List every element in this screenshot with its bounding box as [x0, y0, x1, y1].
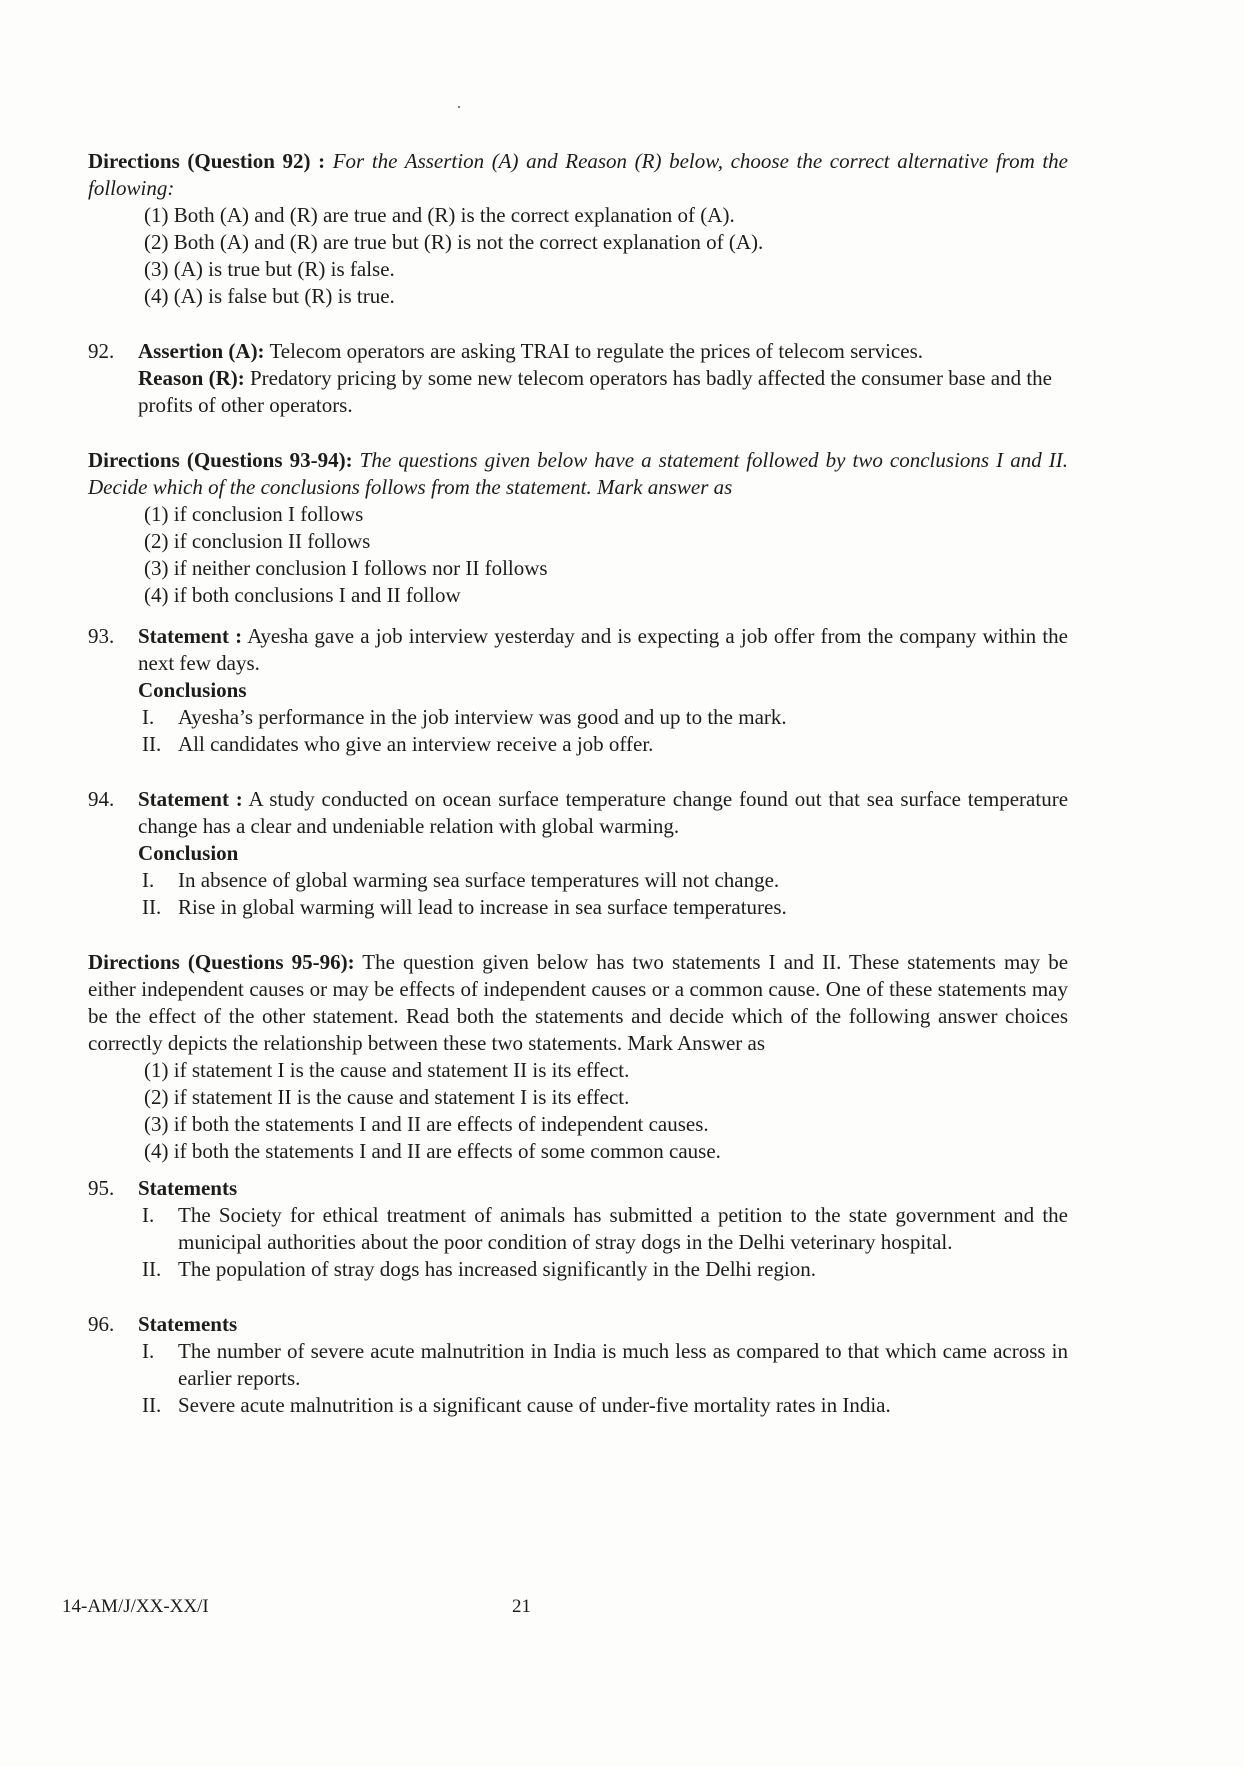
item-text: The number of severe acute malnutrition in India is much less as compared to that which came across in earlier reports.: [178, 1339, 1068, 1390]
directions-heading: Directions (Questions 95-96):: [88, 950, 355, 974]
directions-q92: [88, 148, 1068, 310]
directions-text: For the Assertion (A) and Reason (R) below, choose the correct alternative from the following:: [88, 149, 1069, 200]
question-94: [88, 786, 1068, 921]
question-number: 94.: [88, 787, 115, 811]
item-text: In absence of global warming sea surface temperatures will not change.: [178, 868, 780, 892]
option-2: (2) if statement II is the cause and statement I is its effect.: [144, 1085, 630, 1109]
option-3: (3) (A) is true but (R) is false.: [144, 257, 395, 281]
item-number: II.: [142, 1257, 162, 1281]
option-1: (1) Both (A) and (R) are true and (R) is the correct explanation of (A).: [144, 203, 735, 227]
statements-label: Statements: [138, 1312, 238, 1336]
option-3: (3) if neither conclusion I follows nor II follows: [144, 556, 548, 580]
item-text: All candidates who give an interview receive a job offer.: [178, 732, 654, 756]
scan-speck: [458, 106, 460, 108]
statement-item: [142, 1392, 1068, 1419]
item-number: I.: [142, 705, 155, 729]
conclusion-item: [142, 867, 1068, 894]
page-number: 21: [512, 1596, 531, 1617]
question-number: 92.: [88, 339, 115, 363]
item-number: II.: [142, 895, 162, 919]
option-4: (4) if both conclusions I and II follow: [144, 583, 461, 607]
assertion-text: Telecom operators are asking TRAI to regulate the prices of telecom services.: [269, 339, 923, 363]
question-number: 95.: [88, 1176, 115, 1200]
item-text: The Society for ethical treatment of animals has submitted a petition to the state government and the municipal authorities about the poor condition of stray dogs in the Delhi veterinary hospital.: [178, 1203, 1068, 1254]
option-3: (3) if both the statements I and II are effects of independent causes.: [144, 1112, 709, 1136]
item-text: Severe acute malnutrition is a significant cause of under-five mortality rates in India.: [178, 1393, 891, 1417]
conclusion-item: [142, 894, 1068, 921]
item-number: I.: [142, 868, 155, 892]
option-1: (1) if conclusion I follows: [144, 502, 364, 526]
statement: [138, 623, 1068, 677]
conclusion-item: [142, 731, 1068, 758]
assertion-label: Assertion (A):: [138, 339, 265, 363]
assertion: [138, 338, 1068, 365]
question-95: [88, 1175, 1068, 1283]
statement-label: Statement :: [138, 787, 243, 811]
item-number: I.: [142, 1203, 155, 1227]
statement-item: [142, 1202, 1068, 1256]
statement-item: [142, 1338, 1068, 1392]
answer-options: [144, 501, 1068, 609]
directions-q95-96: [88, 949, 1068, 1165]
statement-text: A study conducted on ocean surface temperature change found out that sea surface temperature change has a clear and undeniable relation with global warming.: [138, 787, 1069, 838]
statement-item: [142, 1256, 1068, 1283]
question-number: 93.: [88, 624, 115, 648]
conclusions-label: Conclusions: [138, 678, 247, 702]
reason: [138, 365, 1068, 419]
question-number: 96.: [88, 1312, 115, 1336]
option-4: (4) (A) is false but (R) is true.: [144, 284, 395, 308]
question-92: [88, 338, 1068, 419]
statement-label: Statement :: [138, 624, 243, 648]
reason-label: Reason (R):: [138, 366, 245, 390]
reason-text: Predatory pricing by some new telecom operators has badly affected the consumer base and the profits of other operators.: [138, 366, 1052, 417]
directions-q93-94: [88, 447, 1068, 609]
directions-text: The questions given below have a statement followed by two conclusions I and II. Decide which of the conclusions follows from the statement. Mark answer as: [88, 448, 1069, 499]
statements-label: Statements: [138, 1176, 238, 1200]
answer-options: [144, 202, 1068, 310]
paper-code: 14-AM/J/XX-XX/I: [62, 1596, 209, 1617]
item-number: II.: [142, 1393, 162, 1417]
directions-text: The question given below has two statements I and II. These statements may be either independent causes or may be effects of independent causes or a common cause. One of these statements may be the effect of the other statement. Read both the statements and decide which of the following answer choices correctly depicts the relationship between these two statements. Mark Answer as: [88, 950, 1069, 1055]
conclusions-label: Conclusion: [138, 841, 239, 865]
exam-page: [88, 148, 1068, 1447]
option-4: (4) if both the statements I and II are effects of some common cause.: [144, 1139, 721, 1163]
item-number: I.: [142, 1339, 155, 1363]
question-96: [88, 1311, 1068, 1419]
option-1: (1) if statement I is the cause and statement II is its effect.: [144, 1058, 630, 1082]
option-2: (2) Both (A) and (R) are true but (R) is not the correct explanation of (A).: [144, 230, 764, 254]
directions-heading: Directions (Question 92) :: [88, 149, 326, 173]
statement-text: Ayesha gave a job interview yesterday and is expecting a job offer from the company within the next few days.: [138, 624, 1069, 675]
item-text: The population of stray dogs has increased significantly in the Delhi region.: [178, 1257, 817, 1281]
directions-heading: Directions (Questions 93-94):: [88, 448, 353, 472]
item-text: Rise in global warming will lead to increase in sea surface temperatures.: [178, 895, 787, 919]
answer-options: [144, 1057, 1068, 1165]
item-number: II.: [142, 732, 162, 756]
item-text: Ayesha’s performance in the job interview was good and up to the mark.: [178, 705, 787, 729]
question-93: [88, 623, 1068, 758]
statement: [138, 786, 1068, 840]
conclusion-item: [142, 704, 1068, 731]
option-2: (2) if conclusion II follows: [144, 529, 371, 553]
